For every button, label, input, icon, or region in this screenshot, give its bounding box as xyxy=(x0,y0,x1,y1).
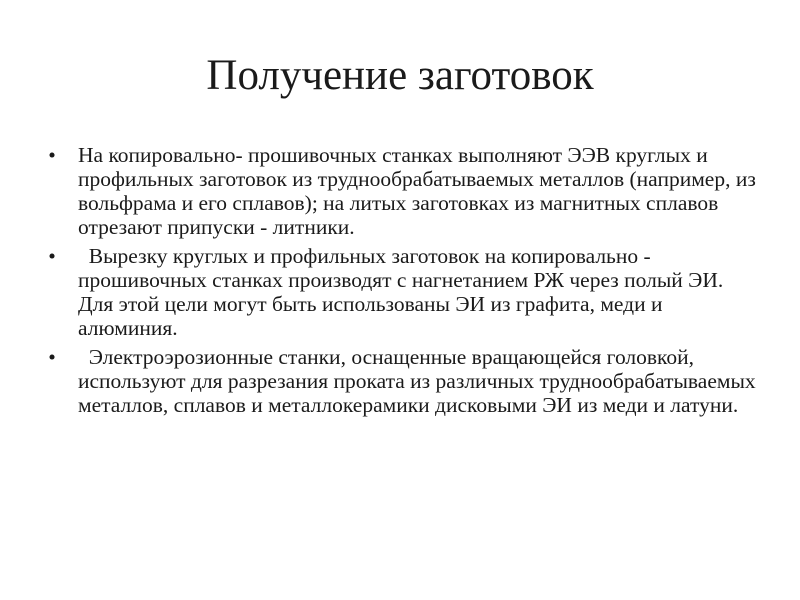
bullet-dot-icon: • xyxy=(48,345,56,369)
bullet-text: Вырезку круглых и профильных заготовок на копировально - прошивочных станках производят с нагнетанием РЖ через полый ЭИ. Для этой цели могут быть использованы ЭИ из графита, меди и алюминия. xyxy=(78,244,729,340)
bullet-item xyxy=(48,143,762,239)
slide-title: Получение заготовок xyxy=(206,52,594,99)
bullet-item xyxy=(48,345,762,417)
bullet-dot-icon: • xyxy=(48,143,56,167)
bullet-text: На копировально- прошивочных станках выполняют ЭЭВ круглых и профильных заготовок из труднообрабатываемых металлов (например, из вольфрама и его сплавов); на литых заготовках из магнитных сплавов отрезают припуски - литники. xyxy=(78,143,762,239)
bullet-item xyxy=(48,244,758,340)
bullet-dot-icon: • xyxy=(48,244,56,268)
bullet-list xyxy=(48,143,762,422)
bullet-text: Электроэрозионные станки, оснащенные вращающейся головкой, используют для разрезания проката из различных труднообрабатываемых металлов, сплавов и металлокерамики дисковыми ЭИ из меди и латуни. xyxy=(78,345,762,417)
